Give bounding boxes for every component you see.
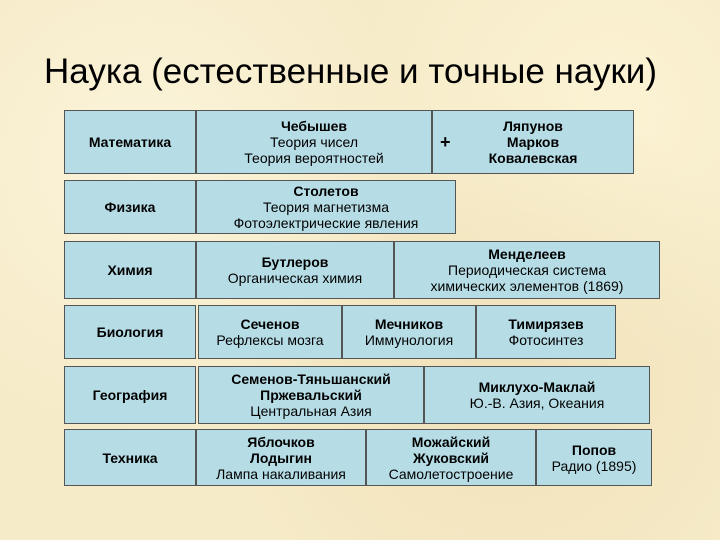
plus-sign: + [440, 132, 451, 152]
scientist-name: Ляпунов [503, 118, 563, 134]
scientist-cell-chebyshev [196, 110, 432, 174]
achievement: химических элементов (1869) [430, 278, 624, 294]
category-label: Математика [88, 134, 172, 150]
scientist-name: Менделеев [488, 246, 566, 262]
scientist-name: Жуковский [412, 449, 490, 466]
achievement: Радио (1895) [551, 457, 637, 474]
scientist-name: Чебышев [280, 118, 348, 134]
achievement: Теория чисел [269, 134, 359, 150]
scientist-name: Марков [506, 134, 560, 150]
achievement: Иммунология [364, 332, 454, 348]
category-label: Химия [107, 262, 153, 278]
scientist-name: Сеченов [240, 316, 300, 332]
achievement: Рефлексы мозга [216, 332, 324, 348]
scientist-cell-lyapunov-markov-kovalevskaya [432, 110, 634, 174]
category-geography [64, 366, 196, 424]
scientist-name: Лодыгин [250, 449, 312, 466]
scientist-name: Столетов [293, 183, 359, 199]
category-label: Техника [102, 449, 158, 466]
scientist-name: Яблочков [247, 433, 315, 450]
category-biology [64, 305, 196, 359]
scientist-cell-butlerov [196, 241, 394, 299]
achievement: Самолетостроение [388, 465, 514, 482]
scientist-name: Попов [571, 441, 617, 458]
achievement: Теория магнетизма [262, 199, 390, 215]
scientist-name: Бутлеров [261, 254, 329, 270]
achievement: Органическая химия [227, 270, 363, 286]
category-label: Физика [104, 199, 156, 215]
scientist-cell-semenov-przhevalsky [198, 366, 424, 424]
scientist-name: Мечников [374, 316, 444, 332]
achievement: Периодическая система [448, 262, 606, 278]
scientist-cell-timiryazev [476, 305, 616, 359]
scientist-cell-mechnikov [342, 305, 476, 359]
achievement: Лампа накаливания [216, 465, 346, 482]
category-label: География [92, 387, 168, 403]
scientist-cell-stoletov [196, 180, 456, 234]
scientist-cell-yablochkov-lodygin [196, 429, 366, 486]
category-mathematics [64, 110, 196, 174]
achievement: Теория вероятностей [244, 150, 384, 166]
achievement: Фотосинтез [508, 332, 584, 348]
scientist-cell-sechenov [198, 305, 342, 359]
page-title: Наука (естественные и точные науки) [44, 52, 657, 91]
scientist-cell-mendeleev [394, 241, 660, 299]
scientist-name: Миклухо-Маклай [478, 379, 596, 395]
scientist-cell-miklukho-maklai [424, 366, 650, 424]
category-label: Биология [96, 324, 164, 340]
scientist-name: Тимирязев [508, 316, 584, 332]
scientist-name: Можайский [411, 433, 491, 450]
scientist-cell-popov [536, 429, 652, 486]
scientist-name: Ковалевская [488, 150, 578, 166]
achievement: Фотоэлектрические явления [233, 215, 419, 231]
category-chemistry [64, 241, 196, 299]
category-technology [64, 429, 196, 486]
achievement: Ю.-В. Азия, Океания [469, 395, 605, 411]
scientist-name: Семенов-Тяньшанский [231, 371, 391, 387]
category-physics [64, 180, 196, 234]
achievement: Центральная Азия [250, 403, 372, 419]
scientist-name: Пржевальский [260, 387, 362, 403]
scientist-cell-mozhaisky-zhukovsky [366, 429, 536, 486]
